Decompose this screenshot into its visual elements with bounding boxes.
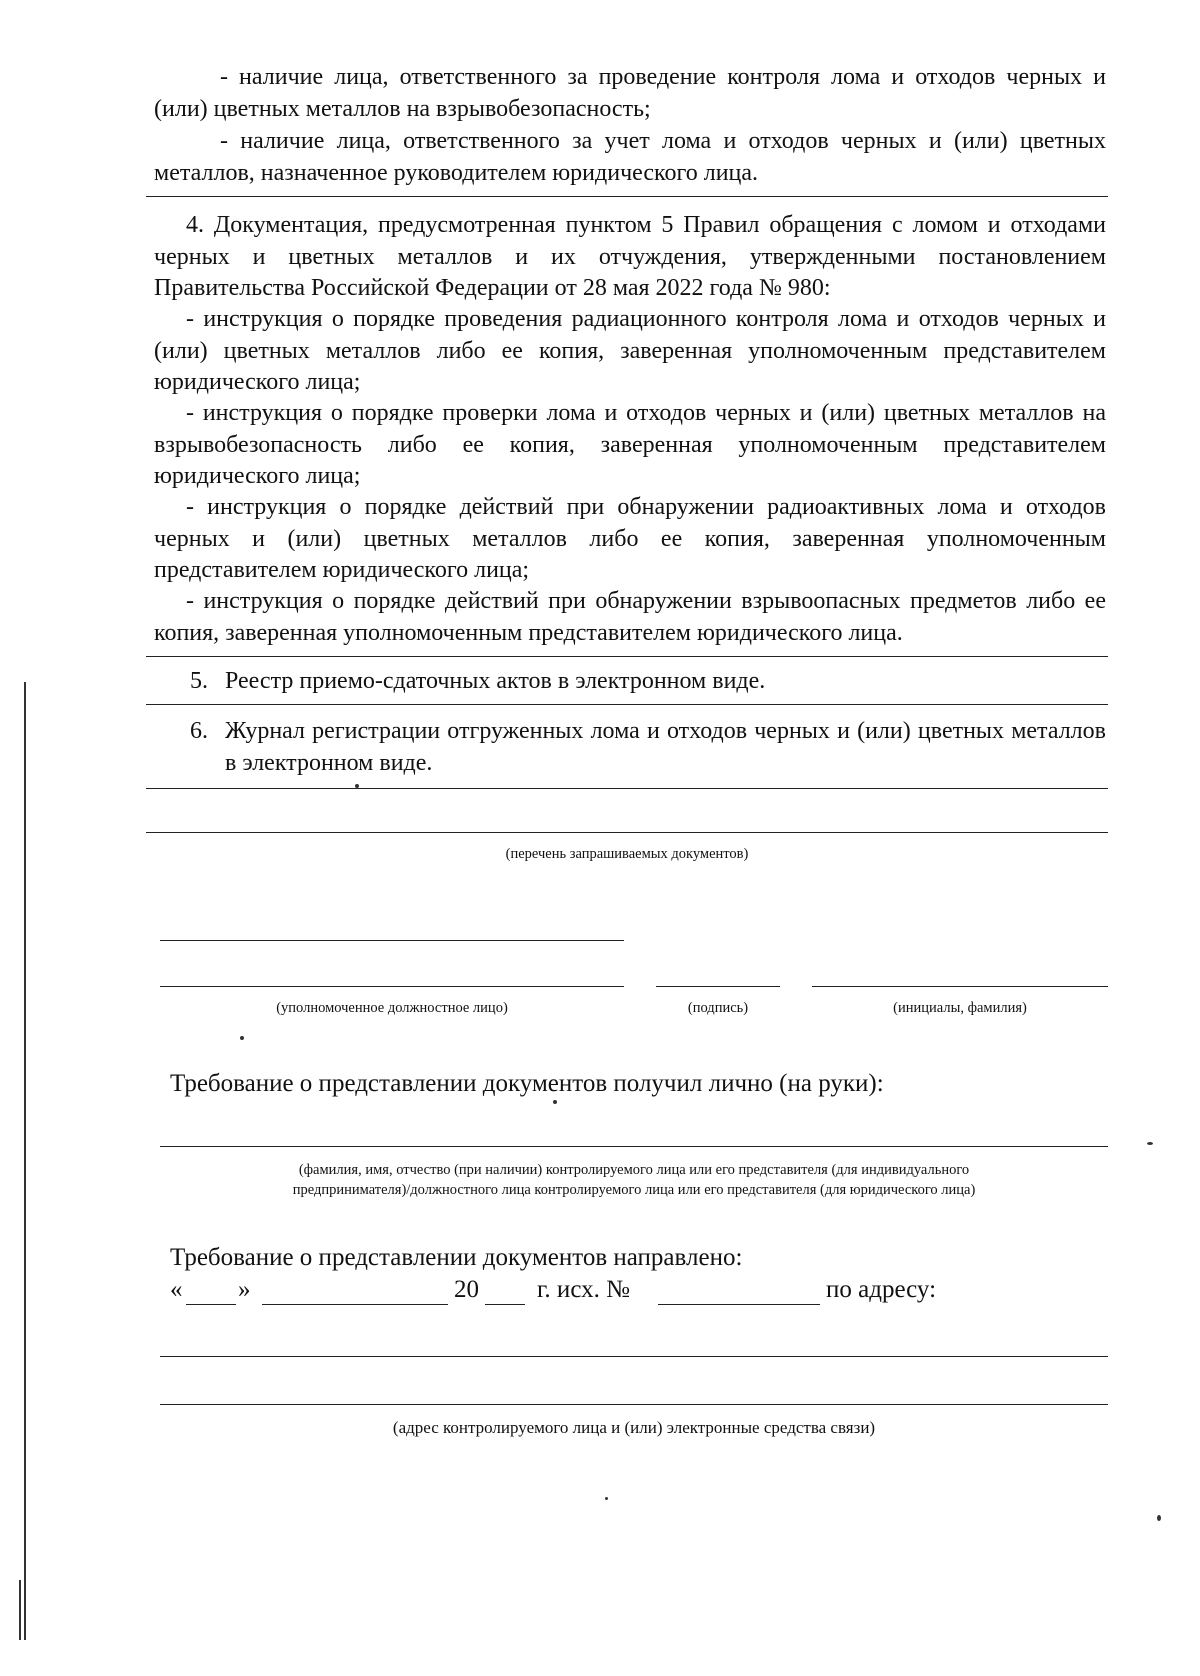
person-caption-line-2: предпринимателя)/должностного лица контролируемого лица или его представителя (для юридического лица) [292,1182,976,1198]
section-6-number: 6. [190,718,208,744]
rule-after-section-5 [146,704,1108,705]
year-line [485,1304,525,1305]
signature-line [656,986,780,987]
section-4-intro: 4. Документация, предусмотренная пунктом 5 Правил обращения с ломом и отходами черных и цветных металлов и их отчуждения, утвержденными постановлением Правительства Российской Федерации от 28 мая 2022 года № 980: [154,212,1106,301]
signature-caption: (подпись) [687,1000,749,1016]
scan-speck [355,784,359,788]
section-4-item-2: - инструкция о порядке проверки лома и отходов черных и (или) цветных металлов на взрывобезопасность либо ее копия, заверенная уполномоченным представителем юридического лица; [154,400,1106,489]
scan-speck [605,1497,608,1500]
documents-list-line [146,832,1108,833]
year-prefix: 20 [454,1276,479,1303]
address-line-2 [160,1404,1108,1405]
address-caption: (адрес контролируемого лица и (или) электронные средства связи) [392,1418,876,1437]
quote-open: « [170,1276,183,1303]
scan-speck [1147,1142,1153,1145]
rule-after-top [146,196,1108,197]
section-5-text: Реестр приемо-сдаточных актов в электронном виде. [225,668,766,694]
rule-after-section-4 [146,656,1108,657]
initials-caption: (инициалы, фамилия) [893,1000,1027,1016]
quote-close: » [238,1276,251,1303]
official-line-upper [160,940,624,941]
address-line-1 [160,1356,1108,1357]
scan-speck [240,1036,244,1040]
outgoing-number-line [658,1304,820,1305]
day-line [186,1304,236,1305]
official-caption: (уполномоченное должностное лицо) [276,1000,508,1016]
top-item-2: - наличие лица, ответственного за учет лома и отходов черных и (или) цветных металлов, назначенное руководителем юридического лица. [154,128,1106,186]
section-5-number: 5. [190,668,208,694]
outgoing-number-label: г. исх. № [537,1276,630,1303]
section-6-text: Журнал регистрации отгруженных лома и отходов черных и (или) цветных металлов в электронном виде. [225,718,1106,776]
official-line [160,986,624,987]
section-4-item-4: - инструкция о порядке действий при обнаружении взрывоопасных предметов либо ее копия, заверенная уполномоченным представителем юридического лица. [154,588,1106,646]
initials-line [812,986,1108,987]
section-4-item-3: - инструкция о порядке действий при обнаружении радиоактивных лома и отходов черных и (или) цветных металлов либо ее копия, заверенная уполномоченным представителем юридического лица; [154,494,1106,583]
scan-speck [553,1100,557,1104]
scan-edge-line-2 [19,1580,21,1640]
received-statement: Требование о представлении документов получил лично (на руки): [170,1070,884,1097]
sent-title: Требование о представлении документов направлено: [170,1244,743,1271]
person-caption-line-1: (фамилия, имя, отчество (при наличии) контролируемого лица или его представителя (для индивидуального [298,1162,970,1178]
documents-list-caption: (перечень запрашиваемых документов) [505,846,749,862]
month-line [262,1304,448,1305]
scan-speck [1157,1515,1161,1521]
top-item-1: - наличие лица, ответственного за проведение контроля лома и отходов черных и (или) цветных металлов на взрывобезопасность; [154,64,1106,122]
rule-after-section-6 [146,788,1108,789]
scan-edge-line [24,682,26,1640]
section-4-item-1: - инструкция о порядке проведения радиационного контроля лома и отходов черных и (или) цветных металлов либо ее копия, заверенная уполномоченным представителем юридического лица; [154,306,1106,395]
address-label: по адресу: [826,1276,937,1303]
received-line [160,1146,1108,1147]
